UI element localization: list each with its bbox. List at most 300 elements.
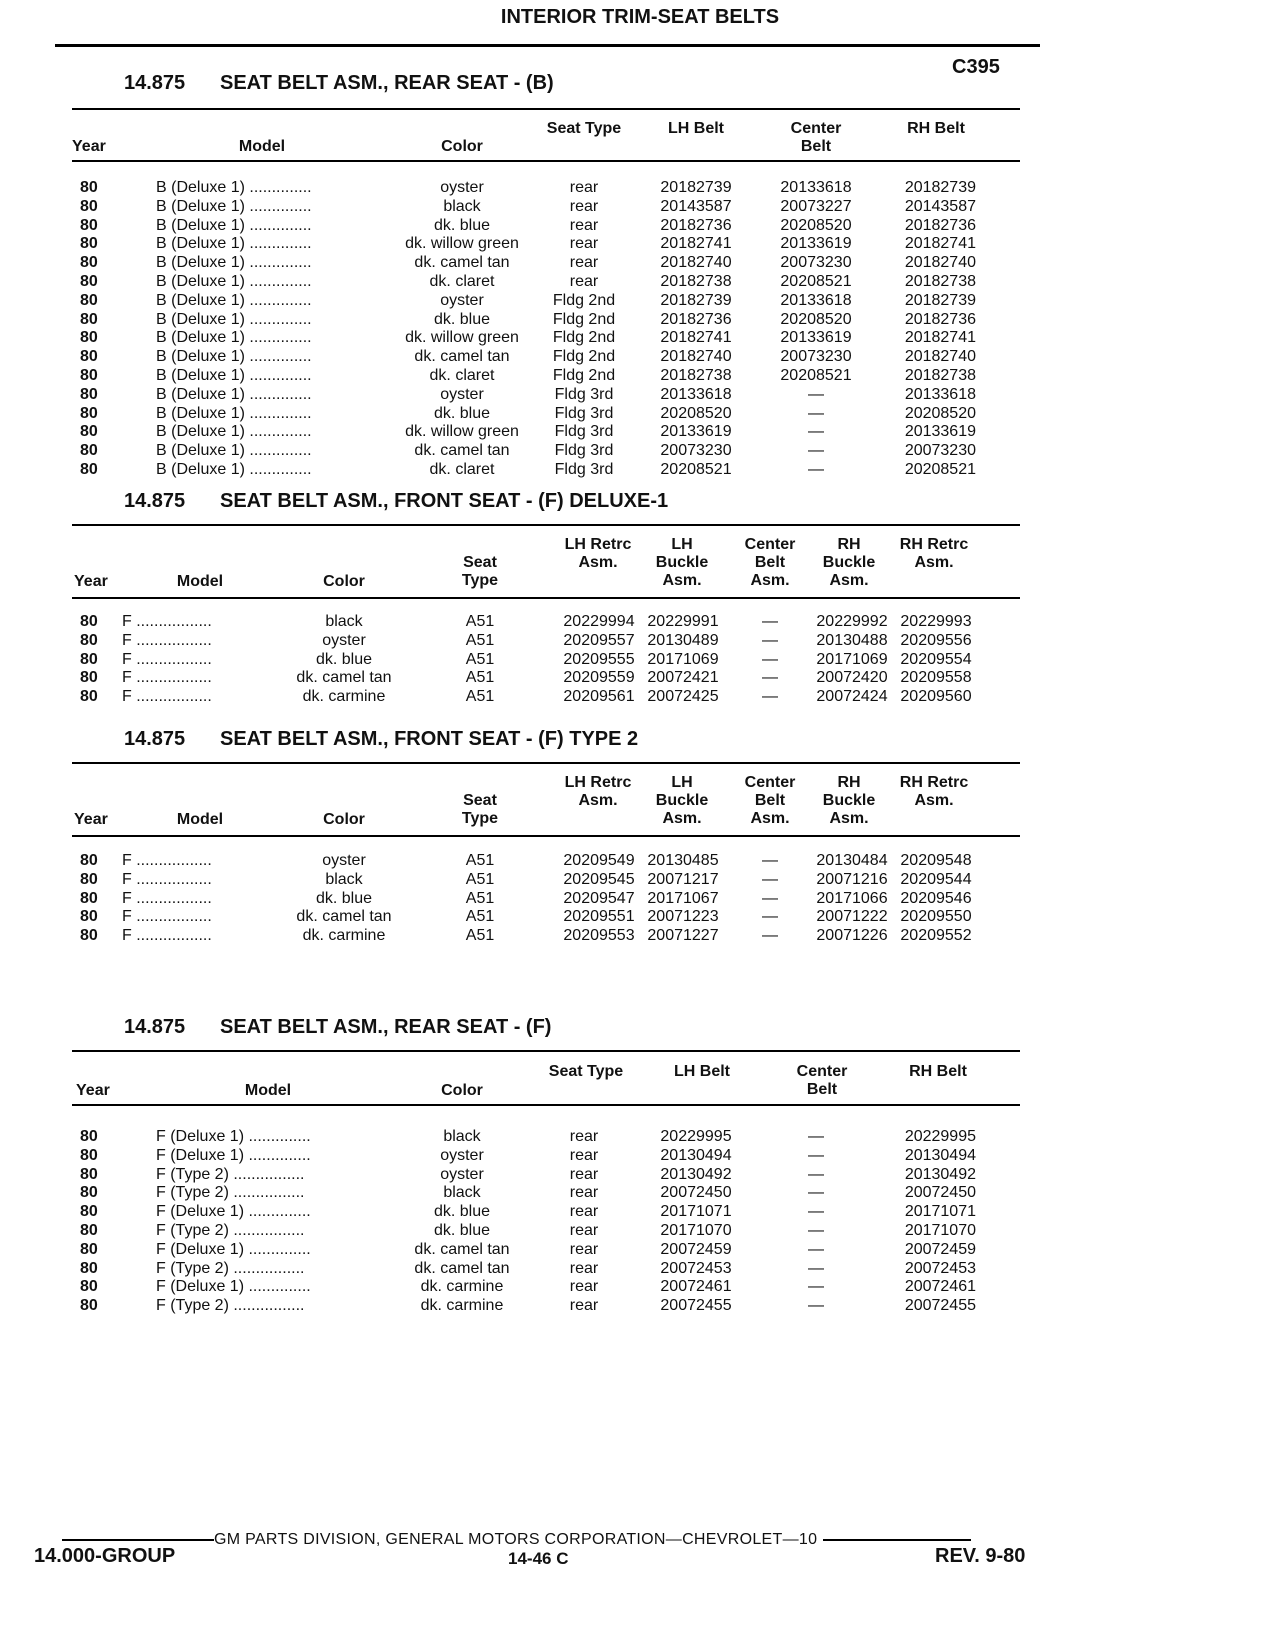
col-header-lh-buckle: LH Buckle Asm. [655, 774, 709, 827]
lh-belt-cell: 20072459 [660, 1240, 732, 1258]
rh-belt-cell: 20133618 [904, 385, 976, 403]
table-row [72, 927, 1020, 946]
color-cell: oyster [322, 852, 366, 869]
year-cell: 80 [80, 348, 98, 366]
col-header-lh-belt: LH Belt [674, 1063, 730, 1080]
seat-type-cell: A51 [465, 927, 495, 945]
col-header-color: Color [441, 1082, 483, 1099]
seat-type-cell: Fldg 2nd [552, 366, 616, 384]
center-belt-cell: — [808, 1259, 824, 1277]
year-cell: 80 [80, 870, 98, 888]
year-cell: 80 [80, 310, 98, 328]
lh-buckle-cell: 20130485 [647, 852, 719, 869]
year-cell: 80 [80, 688, 98, 706]
color-cell: black [443, 1184, 481, 1202]
model-cell: F ................. [122, 669, 212, 687]
lh-buckle-cell: 20072421 [647, 669, 719, 687]
rh-belt-cell: 20208521 [904, 460, 976, 478]
model-cell: F ................. [122, 613, 212, 630]
rh-retrc-cell: 20209560 [900, 688, 972, 706]
model-cell: F (Type 2) ................ [156, 1165, 305, 1183]
table-row [72, 461, 1020, 480]
center-belt-cell: — [762, 613, 778, 630]
lh-belt-cell: 20072453 [660, 1259, 732, 1277]
footer-revision: REV. 9-80 [935, 1545, 1026, 1567]
lh-buckle-cell: 20229991 [647, 613, 719, 630]
rh-belt-cell: 20182741 [904, 235, 976, 253]
seat-type-cell: rear [569, 272, 599, 290]
seat-type-cell: rear [569, 1259, 599, 1277]
rh-belt-cell: 20171071 [904, 1203, 976, 1221]
center-belt-cell: — [808, 1128, 824, 1145]
col-header-color: Color [323, 811, 365, 828]
lh-belt-cell: 20182739 [660, 179, 732, 196]
center-belt-cell: — [762, 852, 778, 869]
col-header-rh-belt: RH Belt [909, 1063, 967, 1080]
lh-buckle-cell: 20071223 [647, 908, 719, 926]
lh-belt-cell: 20073230 [660, 442, 732, 460]
center-belt-cell: 20208521 [780, 272, 852, 290]
table-row [72, 908, 1020, 927]
color-cell: dk. camel tan [296, 908, 392, 926]
center-belt-cell: 20208520 [780, 216, 852, 234]
color-cell: dk. claret [429, 366, 495, 384]
year-cell: 80 [80, 1259, 98, 1277]
page-header: INTERIOR TRIM-SEAT BELTS [500, 6, 780, 28]
col-header-rh-buckle: RH Buckle Asm. [822, 536, 876, 589]
rh-belt-cell: 20182736 [904, 310, 976, 328]
col-header-year: Year [74, 811, 108, 828]
rh-retrc-cell: 20209548 [900, 852, 972, 869]
table-row [72, 613, 1020, 632]
table-row [72, 688, 1020, 707]
color-cell: dk. carmine [302, 688, 386, 706]
year-cell: 80 [80, 1128, 98, 1145]
center-belt-cell: 20208521 [780, 366, 852, 384]
year-cell: 80 [80, 1297, 98, 1315]
center-belt-cell: — [762, 908, 778, 926]
model-cell: F ................. [122, 688, 212, 706]
center-belt-cell: 20073230 [780, 348, 852, 366]
center-belt-cell: — [762, 688, 778, 706]
col-header-model: Model [176, 573, 224, 590]
lh-buckle-cell: 20130489 [647, 631, 719, 649]
rh-buckle-cell: 20171066 [816, 889, 888, 907]
color-cell: dk. carmine [302, 927, 386, 945]
center-belt-cell: — [762, 889, 778, 907]
rh-retrc-cell: 20209550 [900, 908, 972, 926]
seat-type-cell: rear [569, 1203, 599, 1221]
section-rear-seat-f [72, 1010, 1020, 1340]
lh-belt-cell: 20182738 [660, 272, 732, 290]
lh-retrc-cell: 20209557 [563, 631, 635, 649]
model-cell: F (Type 2) ................ [156, 1184, 305, 1202]
lh-belt-cell: 20133619 [660, 423, 732, 441]
center-belt-cell: — [762, 870, 778, 888]
seat-type-cell: rear [569, 254, 599, 272]
lh-belt-cell: 20171070 [660, 1221, 732, 1239]
rh-belt-cell: 20182740 [904, 254, 976, 272]
table-row [72, 632, 1020, 651]
lh-belt-cell: 20130492 [660, 1165, 732, 1183]
rh-buckle-cell: 20130488 [816, 631, 888, 649]
section-title-text: SEAT BELT ASM., FRONT SEAT - (F) DELUXE-1 [220, 490, 669, 512]
seat-type-cell: rear [569, 1165, 599, 1183]
rh-retrc-cell: 20209544 [900, 870, 972, 888]
center-belt-cell: — [762, 631, 778, 649]
center-belt-cell: — [808, 1146, 824, 1164]
model-cell: F (Type 2) ................ [156, 1297, 305, 1315]
lh-belt-cell: 20143587 [660, 197, 732, 215]
table-row [72, 890, 1020, 909]
seat-type-cell: Fldg 3rd [554, 460, 614, 478]
color-cell: dk. camel tan [414, 254, 510, 272]
model-cell: B (Deluxe 1) .............. [156, 442, 312, 460]
color-cell: oyster [440, 291, 484, 309]
seat-type-cell: rear [569, 1240, 599, 1258]
lh-belt-cell: 20171071 [660, 1203, 732, 1221]
model-cell: B (Deluxe 1) .............. [156, 404, 312, 422]
year-cell: 80 [80, 179, 98, 196]
table-row [72, 852, 1020, 871]
table-row [72, 1128, 1020, 1147]
col-header-seat-type: Seat Type [546, 120, 622, 137]
color-cell: black [443, 197, 481, 215]
color-cell: dk. claret [429, 460, 495, 478]
seat-type-cell: A51 [465, 852, 495, 869]
table-row [72, 871, 1020, 890]
lh-belt-cell: 20182741 [660, 235, 732, 253]
table-row [72, 273, 1020, 292]
seat-type-cell: rear [569, 1128, 599, 1145]
center-belt-cell: 20133618 [780, 179, 852, 196]
year-cell: 80 [80, 235, 98, 253]
seat-type-cell: A51 [465, 908, 495, 926]
col-header-model: Model [244, 1082, 292, 1099]
table-header-rule [72, 1104, 1020, 1106]
col-header-seat-type: Seat Type [548, 1063, 624, 1080]
model-cell: B (Deluxe 1) .............. [156, 329, 312, 347]
rh-belt-cell: 20182739 [904, 291, 976, 309]
model-cell: F (Type 2) ................ [156, 1221, 305, 1239]
color-cell: oyster [440, 1146, 484, 1164]
color-cell: dk. camel tan [414, 1240, 510, 1258]
center-belt-cell: — [808, 1221, 824, 1239]
col-header-color: Color [441, 138, 483, 155]
color-cell: black [325, 613, 363, 630]
rh-belt-cell: 20182741 [904, 329, 976, 347]
section-front-seat-f-type-2 [72, 724, 1020, 944]
lh-belt-cell: 20182736 [660, 310, 732, 328]
col-header-year: Year [72, 138, 106, 155]
model-cell: B (Deluxe 1) .............. [156, 348, 312, 366]
rh-belt-cell: 20072450 [904, 1184, 976, 1202]
rh-buckle-cell: 20072424 [816, 688, 888, 706]
model-cell: F ................. [122, 870, 212, 888]
table-body [72, 1128, 1020, 1316]
center-belt-cell: — [808, 1278, 824, 1296]
color-cell: dk. camel tan [414, 442, 510, 460]
center-belt-cell: — [762, 669, 778, 687]
footer-group: 14.000-GROUP [34, 1545, 176, 1567]
center-belt-cell: — [808, 1203, 824, 1221]
seat-type-cell: A51 [465, 688, 495, 706]
center-belt-cell: 20073227 [780, 197, 852, 215]
center-belt-cell: — [808, 1297, 824, 1315]
color-cell: oyster [440, 1165, 484, 1183]
rh-buckle-cell: 20071222 [816, 908, 888, 926]
year-cell: 80 [80, 613, 98, 630]
center-belt-cell: 20133618 [780, 291, 852, 309]
year-cell: 80 [80, 927, 98, 945]
model-cell: B (Deluxe 1) .............. [156, 197, 312, 215]
year-cell: 80 [80, 460, 98, 478]
rh-belt-cell: 20072455 [904, 1297, 976, 1315]
table-row [72, 292, 1020, 311]
year-cell: 80 [80, 1203, 98, 1221]
model-cell: F (Deluxe 1) .............. [156, 1278, 311, 1296]
year-cell: 80 [80, 852, 98, 869]
col-header-rh-retrc: RH Retrc Asm. [899, 774, 969, 809]
seat-type-cell: rear [569, 1221, 599, 1239]
header-rule [55, 44, 1040, 47]
color-cell: oyster [440, 179, 484, 196]
color-cell: dk. blue [433, 1221, 491, 1239]
col-header-rh-buckle: RH Buckle Asm. [822, 774, 876, 827]
col-header-rh-retrc: RH Retrc Asm. [899, 536, 969, 571]
lh-belt-cell: 20182736 [660, 216, 732, 234]
rh-belt-cell: 20182738 [904, 272, 976, 290]
lh-belt-cell: 20182740 [660, 348, 732, 366]
table-header-rule [72, 835, 1020, 837]
year-cell: 80 [80, 423, 98, 441]
seat-type-cell: A51 [465, 870, 495, 888]
year-cell: 80 [80, 442, 98, 460]
color-cell: dk. blue [315, 650, 373, 668]
center-belt-cell: — [808, 1165, 824, 1183]
col-header-lh-retrc: LH Retrc Asm. [564, 536, 632, 571]
center-belt-cell: — [808, 404, 824, 422]
table-header-rule [72, 597, 1020, 599]
footer-page-number: 14-46 C [508, 1549, 569, 1568]
section-number: 14.875 [124, 728, 186, 750]
table-row [72, 423, 1020, 442]
seat-type-cell: A51 [465, 650, 495, 668]
rh-belt-cell: 20182740 [904, 348, 976, 366]
rh-retrc-cell: 20209552 [900, 927, 972, 945]
year-cell: 80 [80, 1278, 98, 1296]
rh-buckle-cell: 20071226 [816, 927, 888, 945]
footer-rule-left [62, 1539, 214, 1541]
rh-retrc-cell: 20229993 [900, 613, 972, 630]
table-row [72, 1297, 1020, 1316]
section-front-seat-f-deluxe-1 [72, 486, 1020, 706]
model-cell: B (Deluxe 1) .............. [156, 291, 312, 309]
center-belt-cell: — [762, 650, 778, 668]
section-title-text: SEAT BELT ASM., REAR SEAT - (F) [220, 1016, 552, 1038]
seat-type-cell: A51 [465, 889, 495, 907]
col-header-rh-belt: RH Belt [907, 120, 965, 137]
color-cell: dk. blue [433, 310, 491, 328]
center-belt-cell: 20133619 [780, 235, 852, 253]
year-cell: 80 [80, 908, 98, 926]
rh-retrc-cell: 20209554 [900, 650, 972, 668]
rh-buckle-cell: 20130484 [816, 852, 888, 869]
lh-belt-cell: 20130494 [660, 1146, 732, 1164]
seat-type-cell: Fldg 2nd [552, 310, 616, 328]
model-cell: B (Deluxe 1) .............. [156, 460, 312, 478]
year-cell: 80 [80, 1165, 98, 1183]
year-cell: 80 [80, 216, 98, 234]
table-body [72, 852, 1020, 946]
seat-type-cell: rear [569, 197, 599, 215]
model-cell: F ................. [122, 908, 212, 926]
table-row [72, 198, 1020, 217]
seat-type-cell: Fldg 3rd [554, 385, 614, 403]
center-belt-cell: — [808, 1184, 824, 1202]
center-belt-cell: — [808, 1240, 824, 1258]
table-row [72, 1260, 1020, 1279]
seat-type-cell: A51 [465, 631, 495, 649]
rh-buckle-cell: 20071216 [816, 870, 888, 888]
center-belt-cell: 20073230 [780, 254, 852, 272]
lh-belt-cell: 20072450 [660, 1184, 732, 1202]
table-top-rule [72, 762, 1020, 764]
col-header-center-belt: Center Belt [790, 120, 842, 155]
lh-belt-cell: 20182741 [660, 329, 732, 347]
center-belt-cell: — [808, 385, 824, 403]
section-rear-seat-b [72, 68, 1020, 488]
model-cell: F (Deluxe 1) .............. [156, 1128, 311, 1145]
model-cell: B (Deluxe 1) .............. [156, 254, 312, 272]
table-row [72, 1203, 1020, 1222]
page-code: C395 [952, 56, 1000, 78]
seat-type-cell: rear [569, 216, 599, 234]
model-cell: B (Deluxe 1) .............. [156, 423, 312, 441]
model-cell: B (Deluxe 1) .............. [156, 272, 312, 290]
model-cell: B (Deluxe 1) .............. [156, 366, 312, 384]
col-header-center-belt: Center Belt Asm. [744, 536, 796, 589]
center-belt-cell: 20208520 [780, 310, 852, 328]
col-header-lh-retrc: LH Retrc Asm. [564, 774, 632, 809]
footer-publisher-text: GM PARTS DIVISION, GENERAL MOTORS CORPORATION—CHEVROLET—10 [214, 1531, 818, 1548]
rh-belt-cell: 20229995 [904, 1128, 976, 1145]
year-cell: 80 [80, 329, 98, 347]
rh-belt-cell: 20143587 [904, 197, 976, 215]
rh-belt-cell: 20072461 [904, 1278, 976, 1296]
lh-retrc-cell: 20209551 [563, 908, 635, 926]
rh-retrc-cell: 20209556 [900, 631, 972, 649]
table-top-rule [72, 524, 1020, 526]
table-row [72, 179, 1020, 198]
seat-type-cell: rear [569, 1297, 599, 1315]
color-cell: dk. camel tan [296, 669, 392, 687]
lh-belt-cell: 20182738 [660, 366, 732, 384]
color-cell: black [443, 1128, 481, 1145]
col-header-seat-type: Seat Type [461, 792, 499, 827]
col-header-center-belt: Center Belt Asm. [744, 774, 796, 827]
rh-buckle-cell: 20171069 [816, 650, 888, 668]
table-row [72, 311, 1020, 330]
col-header-model: Model [176, 811, 224, 828]
table-row [72, 254, 1020, 273]
section-number: 14.875 [124, 490, 186, 512]
color-cell: dk. blue [433, 1203, 491, 1221]
color-cell: dk. blue [433, 404, 491, 422]
year-cell: 80 [80, 366, 98, 384]
table-row [72, 405, 1020, 424]
seat-type-cell: rear [569, 1184, 599, 1202]
color-cell: dk. willow green [405, 423, 519, 441]
seat-type-cell: Fldg 2nd [552, 291, 616, 309]
model-cell: F ................. [122, 889, 212, 907]
section-title-text: SEAT BELT ASM., FRONT SEAT - (F) TYPE 2 [220, 728, 639, 750]
lh-retrc-cell: 20209545 [563, 870, 635, 888]
col-header-lh-buckle: LH Buckle Asm. [655, 536, 709, 589]
rh-belt-cell: 20072453 [904, 1259, 976, 1277]
model-cell: F ................. [122, 927, 212, 945]
col-header-seat-type: Seat Type [461, 554, 499, 589]
seat-type-cell: Fldg 3rd [554, 404, 614, 422]
table-row [72, 651, 1020, 670]
table-top-rule [72, 108, 1020, 110]
table-body [72, 613, 1020, 707]
model-cell: B (Deluxe 1) .............. [156, 179, 312, 196]
rh-belt-cell: 20208520 [904, 404, 976, 422]
year-cell: 80 [80, 1240, 98, 1258]
color-cell: dk. willow green [405, 235, 519, 253]
color-cell: oyster [440, 385, 484, 403]
table-top-rule [72, 1050, 1020, 1052]
color-cell: black [325, 870, 363, 888]
rh-buckle-cell: 20229992 [816, 613, 888, 630]
lh-buckle-cell: 20171069 [647, 650, 719, 668]
footer-rule-right [823, 1539, 971, 1541]
table-row [72, 235, 1020, 254]
rh-belt-cell: 20073230 [904, 442, 976, 460]
seat-type-cell: Fldg 2nd [552, 329, 616, 347]
table-row [72, 386, 1020, 405]
model-cell: F ................. [122, 631, 212, 649]
lh-belt-cell: 20133618 [660, 385, 732, 403]
lh-buckle-cell: 20072425 [647, 688, 719, 706]
table-row [72, 1278, 1020, 1297]
section-number: 14.875 [124, 1016, 186, 1038]
seat-type-cell: rear [569, 1146, 599, 1164]
year-cell: 80 [80, 385, 98, 403]
col-header-model: Model [238, 138, 286, 155]
table-row [72, 1184, 1020, 1203]
rh-belt-cell: 20133619 [904, 423, 976, 441]
color-cell: dk. camel tan [414, 348, 510, 366]
seat-type-cell: A51 [465, 613, 495, 630]
model-cell: F ................. [122, 650, 212, 668]
color-cell: dk. blue [433, 216, 491, 234]
seat-type-cell: Fldg 2nd [552, 348, 616, 366]
lh-retrc-cell: 20229994 [563, 613, 635, 630]
rh-belt-cell: 20130494 [904, 1146, 976, 1164]
color-cell: dk. camel tan [414, 1259, 510, 1277]
lh-buckle-cell: 20071217 [647, 870, 719, 888]
table-row [72, 669, 1020, 688]
year-cell: 80 [80, 631, 98, 649]
table-row [72, 1166, 1020, 1185]
seat-type-cell: rear [569, 235, 599, 253]
center-belt-cell: — [762, 927, 778, 945]
col-header-year: Year [76, 1082, 110, 1099]
lh-belt-cell: 20182739 [660, 291, 732, 309]
lh-belt-cell: 20182740 [660, 254, 732, 272]
